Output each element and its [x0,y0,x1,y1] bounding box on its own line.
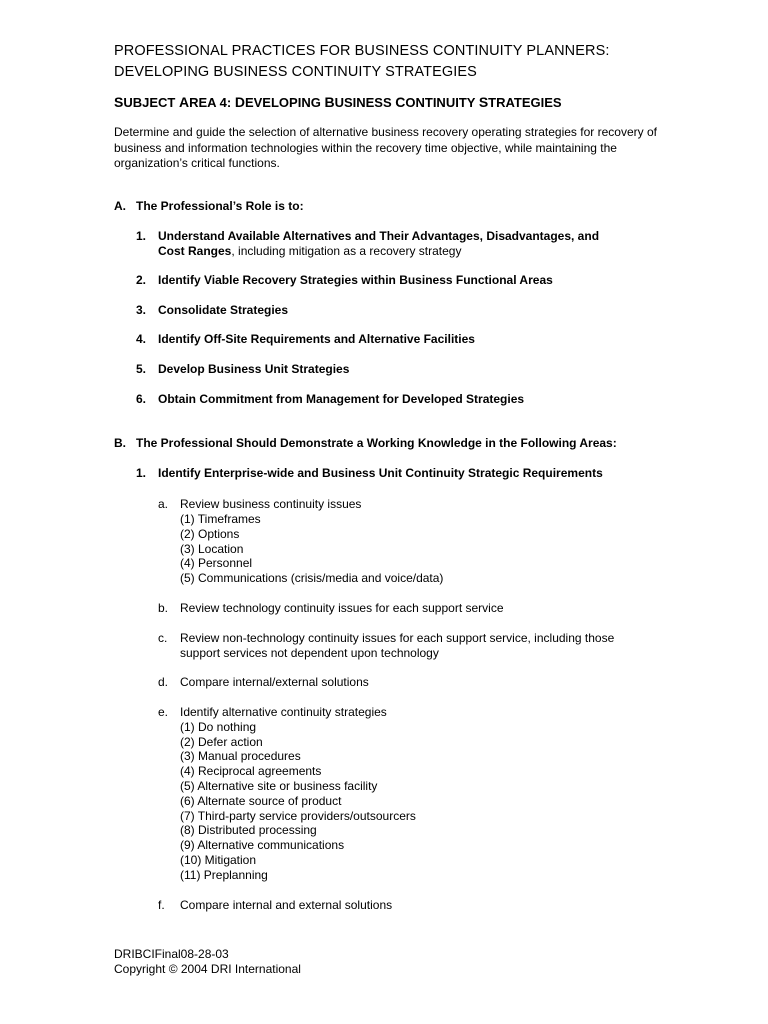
subitem-e-line: (11) Preplanning [180,868,268,882]
role-item-6: 6. Obtain Commitment from Management for Developed Strategies [136,392,525,406]
subitem-e-line: (4) Reciprocal agreements [180,764,322,778]
subitem-e-line: (2) Defer action [180,735,263,749]
knowledge-item-1: 1. Identify Enterprise-wide and Business Unit Continuity Strategic Requirements [136,466,603,480]
intro-paragraph: Determine and guide the selection of alternative business recovery operating strategies for recovery of business and information technologies within the recovery time objective, while maintaining the organization’s critical functions. [114,125,657,170]
header-line-1: PROFESSIONAL PRACTICES FOR BUSINESS CONTINUITY PLANNERS: [114,43,610,59]
subitem-e-line: (7) Third-party service providers/outsourcers [180,809,416,823]
subitem-e-line: (1) Do nothing [180,720,257,734]
subitem-b: b. Review technology continuity issues for each support service [158,601,504,615]
footer-doc-id: DRIBCIFinal08-28-03 [114,947,229,961]
footer-copyright: Copyright © 2004 DRI International [114,962,301,976]
role-item-1-continued: Cost Ranges, including mitigation as a recovery strategy [158,244,462,258]
subitem-a-line: (4) Personnel [180,556,253,570]
subitem-c-continued: support services not dependent upon technology [180,646,439,660]
subitem-a-line: (1) Timeframes [180,512,261,526]
subitem-d: d. Compare internal/external solutions [158,675,369,689]
role-item-1: 1. Understand Available Alternatives and Their Advantages, Disadvantages, and [136,229,600,243]
role-item-2: 2. Identify Viable Recovery Strategies within Business Functional Areas [136,273,553,287]
header-line-2: DEVELOPING BUSINESS CONTINUITY STRATEGIES [114,64,477,80]
subitem-a-line: (5) Communications (crisis/media and voice/data) [180,571,444,585]
section-a-heading: A. The Professional’s Role is to: [114,199,304,213]
subitem-e-line: (5) Alternative site or business facility [180,779,378,793]
subitem-a-line: (2) Options [180,527,240,541]
role-item-3: 3. Consolidate Strategies [136,303,289,317]
subitem-e-line: (3) Manual procedures [180,749,301,763]
role-item-4: 4. Identify Off-Site Requirements and Alternative Facilities [136,332,475,346]
subitem-e: e. Identify alternative continuity strategies [158,705,387,719]
subitem-e-line: (9) Alternative communications [180,838,345,852]
subitem-c: c. Review non-technology continuity issues for each support service, including those [158,631,615,645]
subitem-a-line: (3) Location [180,542,244,556]
subitem-e-line: (8) Distributed processing [180,823,317,837]
subitem-e-line: (6) Alternate source of product [180,794,342,808]
subject-heading: SUBJECT AREA 4: DEVELOPING BUSINESS CONTINUITY STRATEGIES [114,94,562,110]
subitem-e-line: (10) Mitigation [180,853,257,867]
subitem-f: f. Compare internal and external solutions [158,898,393,912]
subitem-a: a. Review business continuity issues [158,497,362,511]
section-b-heading: B. The Professional Should Demonstrate a Working Knowledge in the Following Areas: [114,436,617,450]
role-item-5: 5. Develop Business Unit Strategies [136,362,350,376]
